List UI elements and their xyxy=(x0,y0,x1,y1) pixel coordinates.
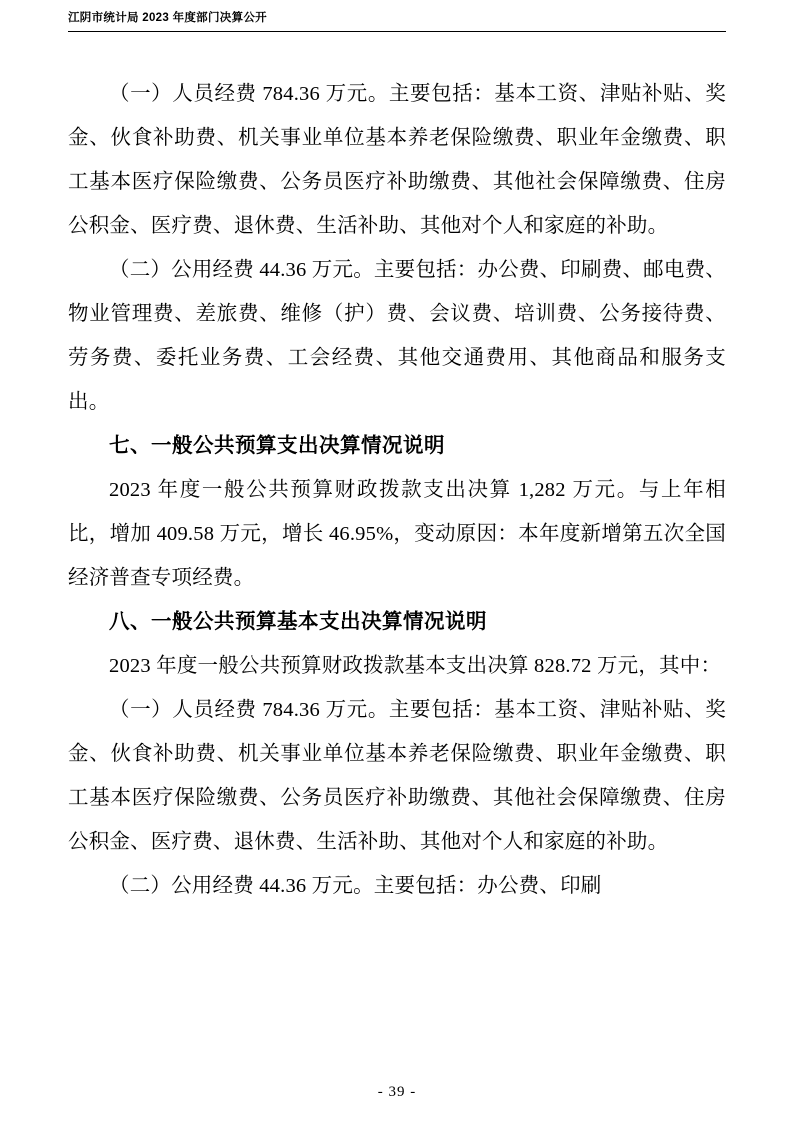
paragraph-public-expense-2: （二）公用经费 44.36 万元。主要包括：办公费、印刷 xyxy=(109,875,602,897)
paragraph-section-eight-body: 2023 年度一般公共预算财政拨款基本支出决算 828.72 万元，其中： xyxy=(109,655,722,677)
heading-section-seven: 七、一般公共预算支出决算情况说明 xyxy=(109,435,445,457)
paragraph-personnel-expense-2: （一）人员经费 784.36 万元。主要包括：基本工资、津贴补贴、奖金、伙食补助费、机关事业单位基本养老保险缴费、职业年金缴费、职工基本医疗保险缴费、公务员医疗补助缴费、其他社会保障缴费、住房公积金、医疗费、退休费、生活补助、其他对个人和家庭的补助。 xyxy=(68,699,726,853)
heading-section-eight: 八、一般公共预算基本支出决算情况说明 xyxy=(109,611,487,633)
paragraph-section-seven-body: 2023 年度一般公共预算财政拨款支出决算 1,282 万元。与上年相比，增加 409.58 万元，增长 46.95%，变动原因：本年度新增第五次全国经济普查专项经费。 xyxy=(68,479,726,589)
document-body xyxy=(68,72,726,908)
page-number: - 39 - xyxy=(377,1084,417,1100)
page-header xyxy=(68,10,726,32)
header-divider xyxy=(68,31,726,32)
paragraph-public-expense-1: （二）公用经费 44.36 万元。主要包括：办公费、印刷费、邮电费、物业管理费、差旅费、维修（护）费、会议费、培训费、公务接待费、劳务费、委托业务费、工会经费、其他交通费用、其他商品和服务支出。 xyxy=(68,259,726,413)
paragraph-personnel-expense-1: （一）人员经费 784.36 万元。主要包括：基本工资、津贴补贴、奖金、伙食补助费、机关事业单位基本养老保险缴费、职业年金缴费、职工基本医疗保险缴费、公务员医疗补助缴费、其他社会保障缴费、住房公积金、医疗费、退休费、生活补助、其他对个人和家庭的补助。 xyxy=(68,83,726,237)
header-title: 江阴市统计局 2023 年度部门决算公开 xyxy=(68,12,267,24)
